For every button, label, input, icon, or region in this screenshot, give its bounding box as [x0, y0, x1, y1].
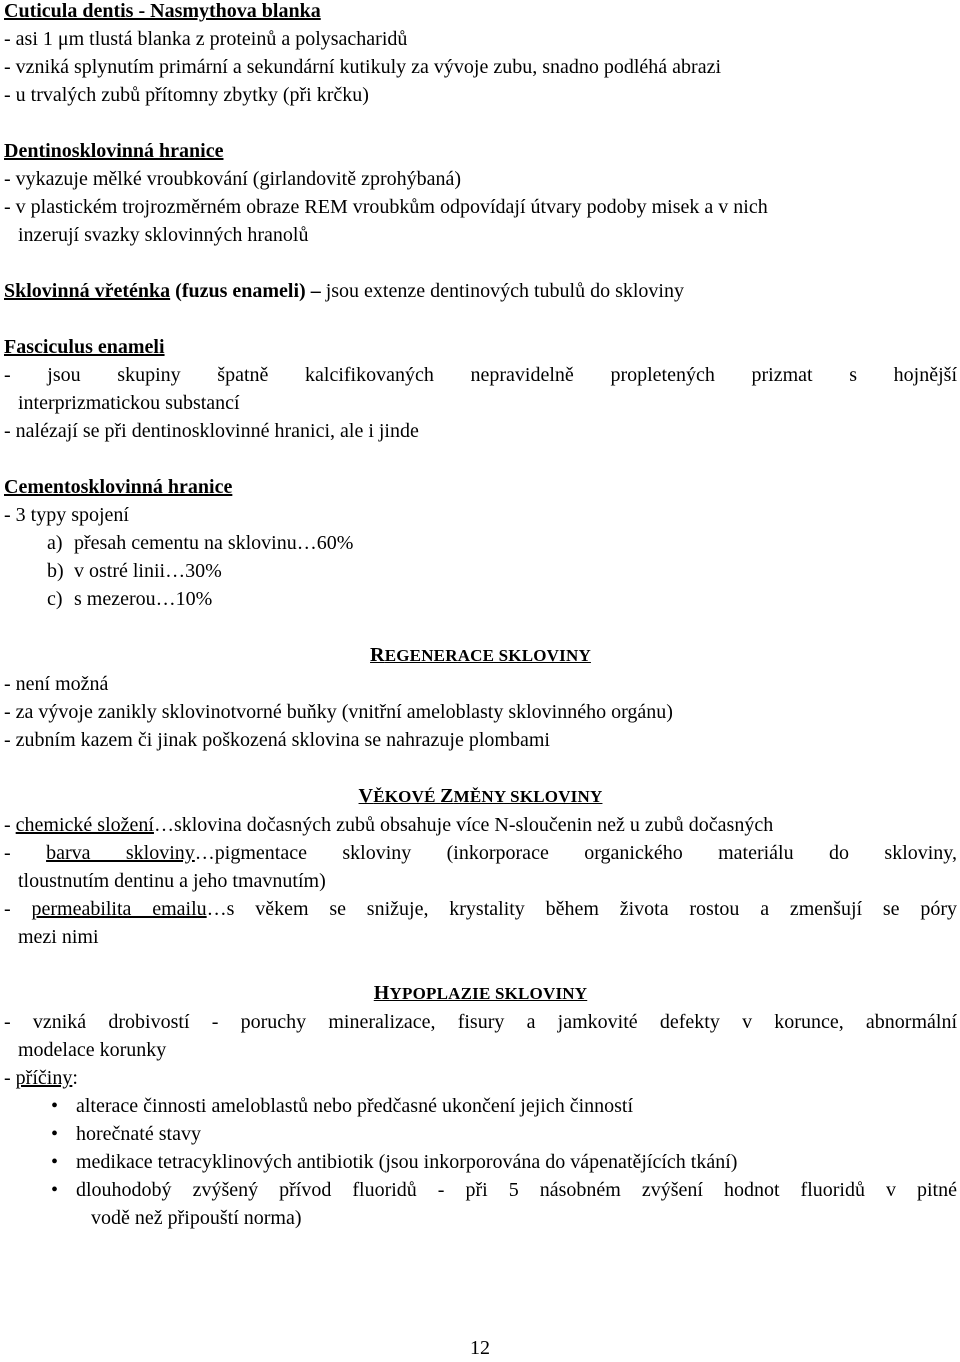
vekove-item-3 — [4, 895, 957, 923]
spacer — [4, 445, 957, 473]
vekove-item-3-cont: mezi nimi — [18, 926, 99, 948]
cuticula-line-2: - vzniká splynutím primární a sekundární kutikuly za vývoje zubu, snadno podléhá abrazi — [4, 56, 722, 78]
spacer — [4, 305, 957, 333]
heading-cuticula: Cuticula dentis - Nasmythova blanka — [4, 0, 321, 22]
heading-regenerace — [4, 641, 957, 670]
hypoplazie-line-1-cont: modelace korunky — [18, 1039, 167, 1061]
dentin-line-1: - vykazuje mělké vroubkování (girlandovitě zprohýbaná) — [4, 168, 462, 190]
bullet-text: horečnaté stavy — [76, 1123, 201, 1145]
heading-fasciculus: Fasciculus enameli — [4, 336, 165, 358]
dash: - — [4, 898, 32, 920]
spacer — [4, 249, 957, 277]
spacer — [4, 613, 957, 641]
bullet-item — [4, 1176, 957, 1204]
vekove-item-2 — [4, 839, 957, 867]
definition: …sklovina dočasných zubů obsahuje více N-sloučenin než u zubů dočasných — [153, 814, 774, 836]
dash: - — [4, 814, 16, 836]
item-text: v ostré linii…30% — [74, 560, 222, 582]
definition: …s věkem se snižuje, krystality během života rostou a zmenšují se póry — [206, 898, 957, 920]
bullet-icon: • — [51, 1179, 59, 1201]
fasciculus-line-1: - jsou skupiny špatně kalcifikovaných nepravidelně propletených prizmat s hojnější — [4, 364, 957, 386]
bullet-icon: • — [51, 1123, 59, 1145]
dash: - — [4, 1067, 16, 1089]
heading-rest: ĚKOVÉ — [373, 787, 441, 806]
hypoplazie-line-2 — [4, 1064, 957, 1092]
cement-item-b — [4, 557, 957, 585]
definition: …pigmentace skloviny (inkorporace organického materiálu do skloviny, — [194, 842, 958, 864]
heading-rest: EGENERACE SKLOVINY — [384, 646, 591, 665]
term: barva skloviny — [46, 842, 195, 864]
vretenka-latin: (fuzus enameli) — [170, 280, 306, 302]
heading-vekove-zmeny — [4, 782, 957, 811]
vekove-item-1 — [4, 811, 957, 839]
vretenka-text: jsou extenze dentinových tubulů do skloviny — [320, 280, 684, 302]
cuticula-line-3: - u trvalých zubů přítomny zbytky (při krčku) — [4, 84, 369, 106]
bullet-item-cont: vodě než připouští norma) — [91, 1207, 302, 1229]
bullet-icon: • — [51, 1151, 59, 1173]
regenerace-line-2: - za vývoje zanikly sklovinotvorné buňky (vnitřní ameloblasty sklovinného orgánu) — [4, 701, 673, 723]
cement-item-c — [4, 585, 957, 613]
spacer — [4, 109, 957, 137]
cement-line-1: - 3 typy spojení — [4, 504, 129, 526]
bullet-item — [4, 1092, 957, 1120]
page-number: 12 — [470, 1337, 490, 1359]
heading-vretenka: Sklovinná vřeténka — [4, 280, 171, 302]
heading-cap: Z — [440, 785, 454, 807]
heading-cementosklovinna-hranice: Cementosklovinná hranice — [4, 476, 233, 498]
bullet-item — [4, 1120, 957, 1148]
vretenka-paragraph — [4, 277, 957, 305]
cement-item-a — [4, 529, 957, 557]
heading-cap: V — [358, 785, 374, 807]
item-label: b) — [47, 560, 64, 582]
vretenka-dash: – — [305, 280, 321, 302]
heading-cap: R — [370, 644, 385, 666]
term: příčiny — [15, 1067, 73, 1089]
fasciculus-line-2: - nalézají se při dentinosklovinné hranici, ale i jinde — [4, 420, 419, 442]
item-text: s mezerou…10% — [74, 588, 213, 610]
regenerace-line-3: - zubním kazem či jinak poškozená sklovina se nahrazuje plombami — [4, 729, 550, 751]
item-text: přesah cementu na sklovinu…60% — [74, 532, 354, 554]
item-label: c) — [47, 588, 63, 610]
term: chemické složení — [15, 814, 154, 836]
document-page — [4, 0, 957, 1232]
heading-rest: MĚNY SKLOVINY — [453, 787, 603, 806]
item-label: a) — [47, 532, 63, 554]
heading-cap: H — [373, 982, 390, 1004]
dash: - — [4, 842, 47, 864]
bullet-text: dlouhodobý zvýšený přívod fluoridů - při 5 násobném zvýšení hodnot fluoridů v pitné — [76, 1179, 957, 1201]
bullet-item — [4, 1148, 957, 1176]
bullet-text: medikace tetracyklinových antibiotik (jsou inkorporována do vápenatějících tkání) — [76, 1151, 738, 1173]
heading-hypoplazie — [4, 979, 957, 1008]
spacer — [4, 951, 957, 979]
dentin-line-2: - v plastickém trojrozměrném obraze REM vroubkům odpovídají útvary podoby misek a v nich — [4, 196, 768, 218]
regenerace-line-1: - není možná — [4, 673, 109, 695]
hypoplazie-line-1: - vzniká drobivostí - poruchy mineralizace, fisury a jamkovité defekty v korunce, abnormální — [4, 1011, 957, 1033]
heading-dentinosklovinna-hranice: Dentinosklovinná hranice — [4, 140, 224, 162]
bullet-icon: • — [51, 1095, 59, 1117]
bullet-text: alterace činnosti ameloblastů nebo předčasné ukončení jejich činností — [76, 1095, 634, 1117]
heading-rest: YPOPLAZIE SKLOVINY — [389, 984, 588, 1003]
term: permeabilita emailu — [31, 898, 207, 920]
spacer — [4, 754, 957, 782]
dentin-line-2-cont: inzerují svazky sklovinných hranolů — [18, 224, 309, 246]
vekove-item-2-cont: tloustnutím dentinu a jeho tmavnutím) — [18, 870, 326, 892]
cuticula-line-1: - asi 1 μm tlustá blanka z proteinů a polysacharidů — [4, 28, 408, 50]
fasciculus-line-1-cont: interprizmatickou substancí — [18, 392, 240, 414]
colon: : — [72, 1067, 78, 1089]
